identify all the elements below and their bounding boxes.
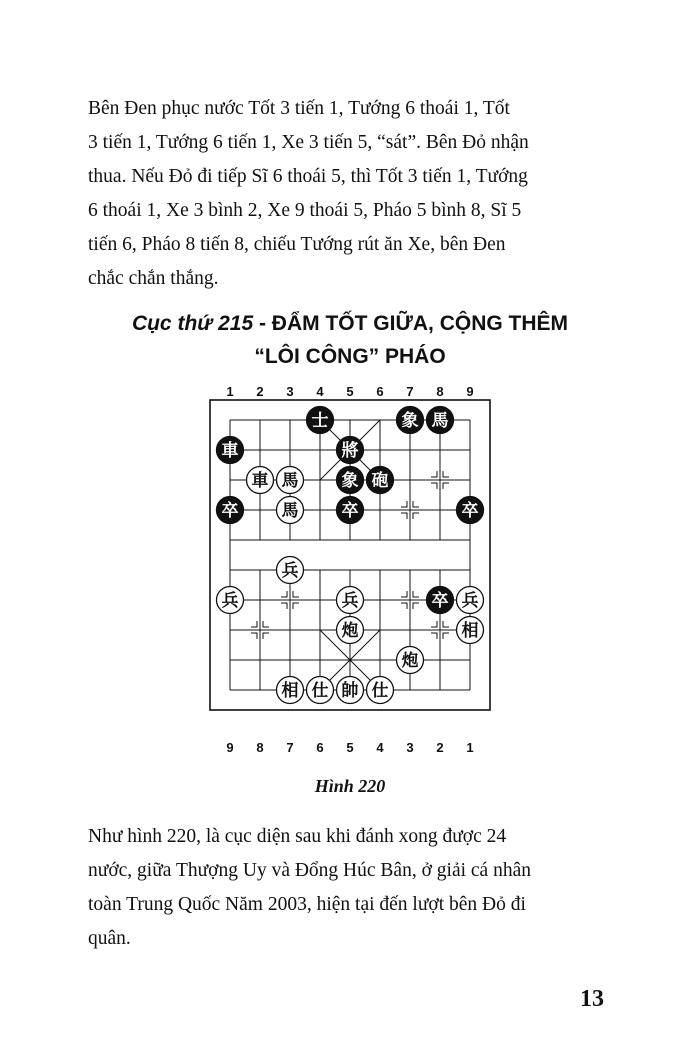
file-number-top: 8 (436, 384, 444, 399)
position-mark (281, 591, 287, 597)
position-mark (431, 633, 437, 639)
paragraph-intro (88, 92, 628, 296)
text-line: chắc chắn thắng. (88, 268, 219, 289)
red-piece-label: 仕 (311, 681, 329, 701)
red-piece-label: 車 (251, 471, 269, 491)
position-mark (263, 621, 269, 627)
file-number-bottom: 1 (466, 740, 474, 755)
red-piece-label: 馬 (281, 501, 299, 521)
position-mark (263, 633, 269, 639)
file-number-top: 7 (406, 384, 414, 399)
black-piece-label: 馬 (431, 411, 449, 431)
position-mark (431, 621, 437, 627)
file-number-bottom: 4 (376, 740, 384, 755)
text-line: nước, giữa Thượng Uy và Đổng Húc Bân, ở giải cá nhân (88, 860, 531, 881)
position-mark (401, 603, 407, 609)
text-line: thua. Nếu Đỏ đi tiếp Sĩ 6 thoái 5, thì Tốt 3 tiến 1, Tướng (88, 166, 528, 187)
text-line: Như hình 220, là cục diện sau khi đánh xong được 24 (88, 826, 507, 847)
black-piece-label: 士 (311, 411, 329, 431)
file-number-bottom: 9 (226, 740, 234, 755)
red-piece-label: 兵 (461, 591, 479, 611)
text-line: toàn Trung Quốc Năm 2003, hiện tại đến lượt bên Đỏ đi (88, 894, 526, 915)
position-mark (443, 621, 449, 627)
black-piece-label: 卒 (341, 501, 359, 521)
file-number-top: 4 (316, 384, 324, 399)
position-mark (401, 513, 407, 519)
red-piece-label: 炮 (341, 621, 359, 641)
position-mark (413, 603, 419, 609)
red-piece-label: 炮 (401, 651, 419, 671)
board-diagram (200, 378, 500, 762)
file-number-bottom: 6 (316, 740, 324, 755)
file-number-bottom: 5 (346, 740, 354, 755)
file-number-bottom: 3 (406, 740, 414, 755)
red-piece-label: 兵 (221, 591, 239, 611)
page-number: 13 (580, 986, 604, 1012)
position-mark (293, 603, 299, 609)
red-piece-label: 相 (281, 681, 299, 701)
text-line: 3 tiến 1, Tướng 6 tiến 1, Xe 3 tiến 5, “sát”. Bên Đỏ nhận (88, 132, 529, 153)
red-piece-label: 相 (461, 621, 479, 641)
red-piece-label: 馬 (281, 471, 299, 491)
position-mark (443, 471, 449, 477)
position-mark (413, 591, 419, 597)
black-piece-label: 砲 (371, 471, 389, 491)
xiangqi-board (200, 378, 500, 762)
position-mark (443, 633, 449, 639)
red-piece-label: 帥 (341, 681, 359, 701)
black-piece-label: 車 (221, 441, 239, 461)
black-piece-label: 象 (401, 411, 419, 431)
section-title (0, 312, 700, 336)
position-mark (281, 603, 287, 609)
file-number-bottom: 7 (286, 740, 294, 755)
red-piece-label: 仕 (371, 681, 389, 701)
red-piece-label: 兵 (341, 591, 359, 611)
file-number-top: 6 (376, 384, 384, 399)
black-piece-label: 將 (341, 441, 359, 461)
position-mark (431, 471, 437, 477)
position-mark (413, 501, 419, 507)
file-number-top: 5 (346, 384, 354, 399)
position-mark (293, 591, 299, 597)
black-piece-label: 卒 (431, 591, 449, 611)
figure-caption: Hình 220 (314, 776, 386, 796)
file-number-top: 9 (466, 384, 474, 399)
text-line: 6 thoái 1, Xe 3 bình 2, Xe 9 thoái 5, Pháo 5 bình 8, Sĩ 5 (88, 200, 522, 221)
position-mark (443, 483, 449, 489)
paragraph-description (88, 820, 628, 956)
black-piece-label: 卒 (461, 501, 479, 521)
position-mark (413, 513, 419, 519)
text-line: Bên Đen phục nước Tốt 3 tiến 1, Tướng 6 thoái 1, Tốt (88, 98, 510, 119)
black-piece-label: 卒 (221, 501, 239, 521)
section-title-rest: - ĐẨM TỐT GIỮA, CỘNG THÊM (253, 312, 569, 335)
file-number-top: 1 (226, 384, 234, 399)
file-number-bottom: 8 (256, 740, 264, 755)
file-number-top: 2 (256, 384, 264, 399)
file-number-top: 3 (286, 384, 294, 399)
text-line: tiến 6, Pháo 8 tiến 8, chiếu Tướng rút ăn Xe, bên Đen (88, 234, 506, 255)
text-line: quân. (88, 928, 131, 949)
section-title-prefix: Cục thứ 215 (131, 312, 254, 335)
black-piece-label: 象 (341, 471, 359, 491)
file-number-bottom: 2 (436, 740, 444, 755)
position-mark (251, 633, 257, 639)
position-mark (251, 621, 257, 627)
position-mark (401, 591, 407, 597)
red-piece-label: 兵 (281, 561, 299, 581)
position-mark (431, 483, 437, 489)
section-title-line2: “LÔI CÔNG” PHÁO (254, 345, 446, 368)
position-mark (401, 501, 407, 507)
